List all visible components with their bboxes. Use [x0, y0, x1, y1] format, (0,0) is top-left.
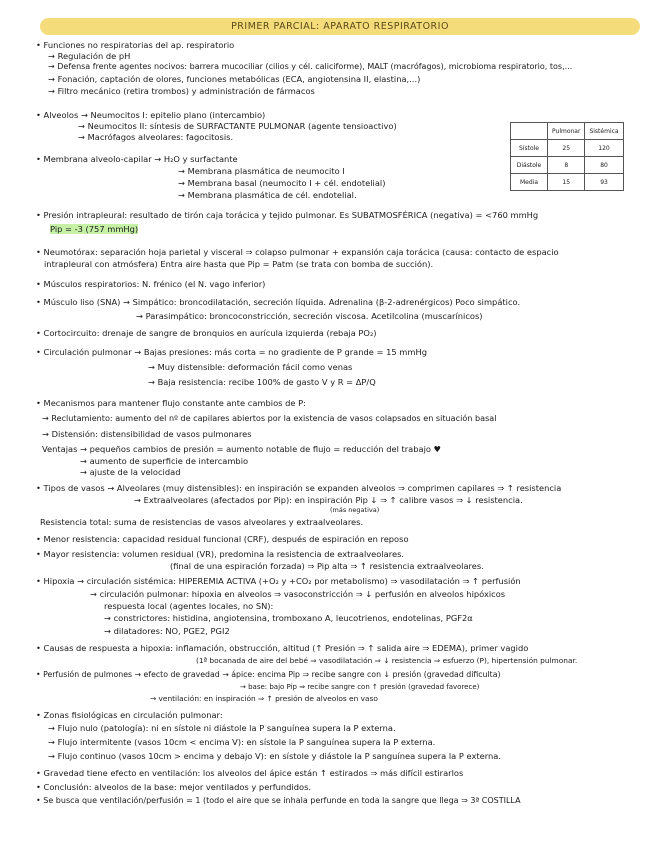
table-cell: 80: [585, 157, 623, 174]
text-line: → dilatadores: NO, PGE2, PGI2: [104, 626, 230, 636]
table-cell: 120: [585, 140, 623, 157]
text-line: • Mecanismos para mantener flujo constante ante cambios de P:: [36, 398, 306, 408]
text-line: • Membrana alveolo-capilar → H₂O y surfactante: [36, 154, 238, 164]
text-line: → Fonación, captación de olores, funciones metabólicas (ECA, angiotensina II, elastina,...): [48, 74, 421, 84]
text-line: • Perfusión de pulmones → efecto de gravedad → ápice: encima Pip ⇒ recibe sangre con ↓ presión (gravedad dificulta): [36, 670, 501, 679]
text-line: → Baja resistencia: recibe 100% de gasto V y R = ΔP/Q: [148, 377, 376, 387]
text-line: • Gravedad tiene efecto en ventilación: los alveolos del ápice están ↑ estirados ⇒ más difícil estirarlos: [36, 768, 464, 778]
table-cell: [511, 123, 548, 140]
text-line: • Causas de respuesta a hipoxia: inflamación, obstrucción, altitud (↑ Presión ⇒ ↑ salida aire ⇒ EDEMA), primer vagido: [36, 643, 529, 653]
table-cell: Pulmonar: [548, 123, 585, 140]
page-title: PRIMER PARCIAL: APARATO RESPIRATORIO: [40, 18, 640, 35]
text-line: (1ª bocanada de aire del bebé ⇒ vasodilatación ⇒ ↓ resistencia ⇒ esfuerzo (P), hipertensión pulmonar.: [196, 656, 578, 665]
table-cell: Sistémica: [585, 123, 623, 140]
pressure-table: [510, 122, 624, 191]
text-line: respuesta local (agentes locales, no SN):: [104, 601, 274, 611]
text-line: • Hipoxia → circulación sistémica: HIPEREMIA ACTIVA (+O₂ y +CO₂ por metabolismo) ⇒ vasodilatación ⇒ ↑ perfusión: [36, 576, 521, 586]
table-cell: 15: [548, 174, 585, 191]
text-line: → Reclutamiento: aumento del nº de capilares abiertos por la existencia de vasos colapsados en situación basal: [42, 413, 497, 423]
table-cell: 8: [548, 157, 585, 174]
text-line: → Flujo nulo (patología): ni en sístole ni diástole la P sanguínea supera la P externa.: [48, 723, 396, 733]
table-row: [511, 174, 624, 191]
text-line: → Regulación de pH: [48, 51, 131, 61]
text-line: → Macrófagos alveolares: fagocitosis.: [78, 132, 234, 142]
text-line: • Funciones no respiratorias del ap. respiratorio: [36, 40, 235, 50]
text-line: • Circulación pulmonar → Bajas presiones: más corta = no gradiente de P grande = 15 mmHg: [36, 347, 427, 357]
table-header-row: [511, 123, 624, 140]
text-line: Ventajas → pequeños cambios de presión = aumento notable de flujo = reducción del trabajo ♥: [42, 444, 442, 454]
text-line: • Menor resistencia: capacidad residual funcional (CRF), después de espiración en reposo: [36, 534, 409, 544]
text-line: (final de una espiración forzada) ⇒ Pip alta ⇒ ↑ resistencia extraalveolares.: [170, 561, 484, 571]
text-line: → Extraalveolares (afectados por Pip): en inspiración Pip ↓ ⇒ ↑ calibre vasos ⇒ ↓ resistencia.: [134, 495, 523, 505]
text-line: → Defensa frente agentes nocivos: barrera mucociliar (cilios y cél. caliciforme), MALT (macrófagos), microbioma respiratorio, tos,...: [48, 62, 573, 71]
text-line: • Mayor resistencia: volumen residual (VR), predomina la resistencia de extraalveolares.: [36, 549, 405, 559]
text-line: Resistencia total: suma de resistencias de vasos alveolares y extraalveolares.: [40, 517, 364, 527]
table-cell: Media: [511, 174, 548, 191]
text-line: → circulación pulmonar: hipoxia en alveolos ⇒ vasoconstricción ⇒ ↓ perfusión en alveolos hipóxicos: [90, 589, 506, 599]
text-line: • Zonas fisiológicas en circulación pulmonar:: [36, 710, 223, 720]
text-line: • Cortocircuito: drenaje de sangre de bronquios en aurícula izquierda (rebaja PO₂): [36, 328, 377, 338]
text-line: • Músculo liso (SNA) → Simpático: broncodilatación, secreción líquida. Adrenalina (β-2-adrenérgicos) Poco simpático.: [36, 297, 521, 307]
text-line: → Parasimpático: broncoconstricción, secreción viscosa. Acetilcolina (muscarínicos): [136, 311, 483, 321]
table-cell: 93: [585, 174, 623, 191]
table-row: [511, 157, 624, 174]
text-line: → Flujo intermitente (vasos 10cm < encima V): en sístole la P sanguínea supera la P externa.: [48, 737, 436, 747]
text-line: (más negativa): [330, 506, 380, 514]
text-line: → constrictores: histidina, angiotensina, tromboxano A, leucotrienos, endotelinas, PGF2α: [104, 613, 473, 623]
table-cell: Sístole: [511, 140, 548, 157]
table-cell: Diástole: [511, 157, 548, 174]
text-line: • Se busca que ventilación/perfusión = 1 (todo el aire que se inhala perfunde en toda la sangre que llega ⇒ 3ª COSTILLA: [36, 796, 521, 805]
text-line: • Tipos de vasos → Alveolares (muy distensibles): en inspiración se expanden alveolos ⇒ comprimen capilares ⇒ ↑ resistencia: [36, 483, 562, 493]
text-line: • Presión intrapleural: resultado de tirón caja torácica y tejido pulmonar. Es SUBATMOSFÉRICA (negativa) = <760 mmHg: [36, 210, 539, 220]
text-line: Pip = -3 (757 mmHg): [50, 224, 139, 234]
text-line: → base: bajo Pip ⇒ recibe sangre con ↑ presión (gravedad favorece): [240, 683, 480, 691]
text-line: → Filtro mecánico (retira trombos) y administración de fármacos: [48, 86, 315, 96]
text-line: → Membrana basal (neumocito I + cél. endotelial): [178, 178, 386, 188]
text-line: intrapleural con atmósfera) Entra aire hasta que Pip = Patm (se trata con bomba de succión).: [44, 259, 434, 269]
text-line: → Distensión: distensibilidad de vasos pulmonares: [42, 429, 252, 439]
text-line: → Neumocitos II: síntesis de SURFACTANTE PULMONAR (agente tensioactivo): [78, 121, 397, 131]
text-line: • Neumotórax: separación hoja parietal y visceral ⇒ colapso pulmonar + expansión caja torácica (causa: contacto de espacio: [36, 247, 559, 257]
text-line: • Músculos respiratorios: N. frénico (el N. vago inferior): [36, 279, 266, 289]
text-line: • Alveolos → Neumocitos I: epitelio plano (intercambio): [36, 110, 266, 120]
text-line: → Membrana plasmática de neumocito I: [178, 166, 345, 176]
text-line: • Conclusión: alveolos de la base: mejor ventilados y perfundidos.: [36, 782, 312, 792]
text-line: → Flujo continuo (vasos 10cm > encima y debajo V): en sístole y diástole la P sanguínea supera la P externa.: [48, 751, 502, 761]
text-line: → Membrana plasmática de cél. endotelial.: [178, 190, 357, 200]
text-line: → aumento de superficie de intercambio: [80, 456, 249, 466]
text-line: → ventilación: en inspiración ⇒ ↑ presión de alveolos en vaso: [150, 694, 378, 703]
text-line: → Muy distensible: deformación fácil como venas: [148, 362, 353, 372]
text-line: → ajuste de la velocidad: [80, 467, 181, 477]
table-row: [511, 140, 624, 157]
table-cell: 25: [548, 140, 585, 157]
